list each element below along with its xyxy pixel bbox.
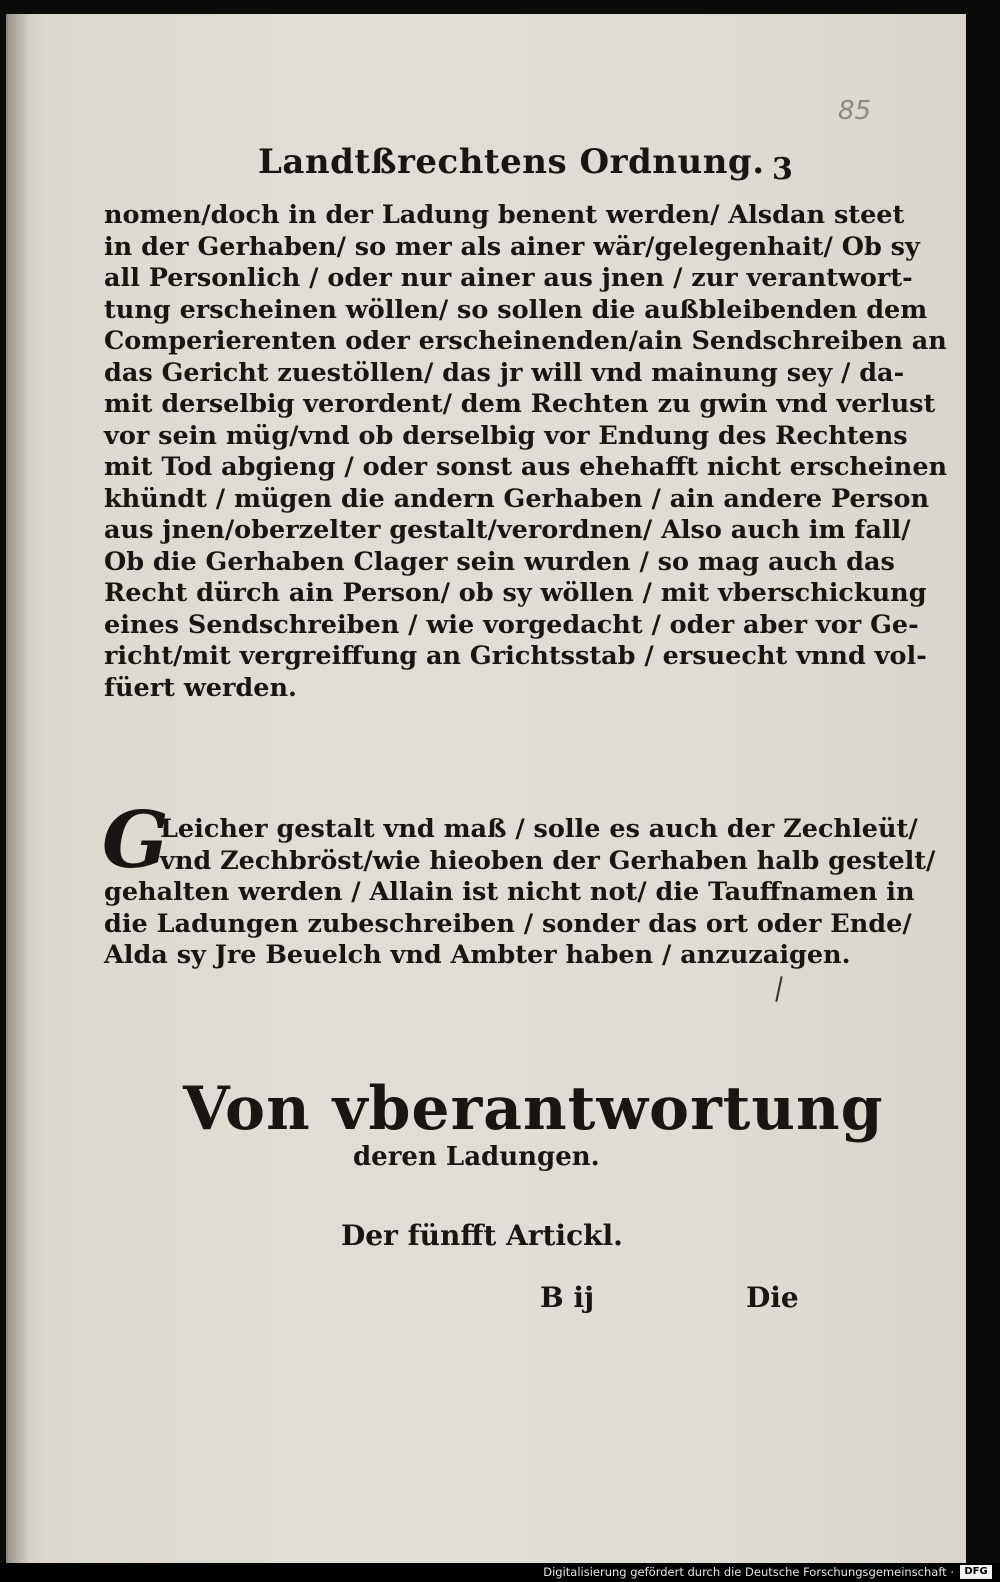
article-title: Der fünfft Artickl. (341, 1219, 623, 1252)
text-line: vnd Zechbröst/wie hieoben der Gerhaben halb gestelt/ (160, 845, 936, 876)
running-title: Landtßrechtens Ordnung. (258, 142, 765, 182)
paragraph-zechleut (104, 814, 936, 972)
paragraph-gerhaben (104, 200, 948, 704)
text-line: gehalten werden / Allain ist nicht not/ die Tauffnamen in (104, 877, 915, 907)
section-heading: Von vberantwortung (183, 1074, 884, 1144)
digitization-footer (0, 1563, 1000, 1582)
catchword: Die (746, 1281, 799, 1314)
text-line: aus jnen/oberzelter gestalt/verordnen/ Also auch im fall/ (104, 515, 911, 545)
text-line: Recht dürch ain Person/ ob sy wöllen / mit vberschickung (104, 578, 927, 608)
text-line: füert werden. (104, 672, 297, 703)
book-page (6, 14, 966, 1563)
dfg-logo: DFG (960, 1565, 992, 1579)
bleed-through-text (158, 154, 168, 189)
text-line: in der Gerhaben/ so mer als ainer wär/gelegenhait/ Ob sy (104, 231, 920, 262)
text-line: mit derselbig verordent/ dem Rechten zu gwin vnd verlust (104, 389, 936, 419)
text-line: die Ladungen zubeschreiben / sonder das ort oder Ende/ (104, 908, 912, 939)
pencil-page-number: 85 (838, 96, 872, 126)
ink-stroke-mark (775, 976, 782, 1002)
text-line: khündt / mügen die andern Gerhaben / ain andere Person (104, 483, 930, 514)
text-line: Ob die Gerhaben Clager sein wurden / so mag auch das (104, 546, 895, 577)
funding-credit: Digitalisierung gefördert durch die Deutsche Forschungsgemeinschaft · (543, 1565, 954, 1579)
text-line: vor sein müg/vnd ob derselbig vor Endung des Rechtens (104, 420, 908, 451)
text-line: mit Tod abgieng / oder sonst aus ehehafft nicht erscheinen (104, 452, 948, 482)
text-line: nomen/doch in der Ladung benent werden/ Alsdan steet (104, 200, 905, 230)
text-line: all Personlich / oder nur ainer aus jnen / zur verantwort- (104, 263, 913, 293)
text-line: Leicher gestalt vnd maß / solle es auch der Zechleüt/ (160, 814, 918, 844)
text-line: eines Sendschreiben / wie vorgedacht / oder aber vor Ge- (104, 609, 919, 640)
signature-mark: B ij (540, 1281, 595, 1314)
section-subheading: deren Ladungen. (353, 1142, 600, 1172)
text-line: Alda sy Jre Beuelch vnd Ambter haben / anzuzaigen. (104, 940, 851, 970)
folio-number: 3 (772, 152, 793, 187)
text-line: das Gericht zuestöllen/ das jr will vnd mainung sey / da- (104, 357, 905, 388)
text-line: tung erscheinen wöllen/ so sollen die außbleibenden dem (104, 294, 928, 325)
text-line: richt/mit vergreiffung an Grichtsstab / ersuecht vnnd vol- (104, 641, 927, 671)
text-line: Comperierenten oder erscheinenden/ain Sendschreiben an (104, 326, 947, 356)
decorated-initial: G (102, 795, 169, 886)
